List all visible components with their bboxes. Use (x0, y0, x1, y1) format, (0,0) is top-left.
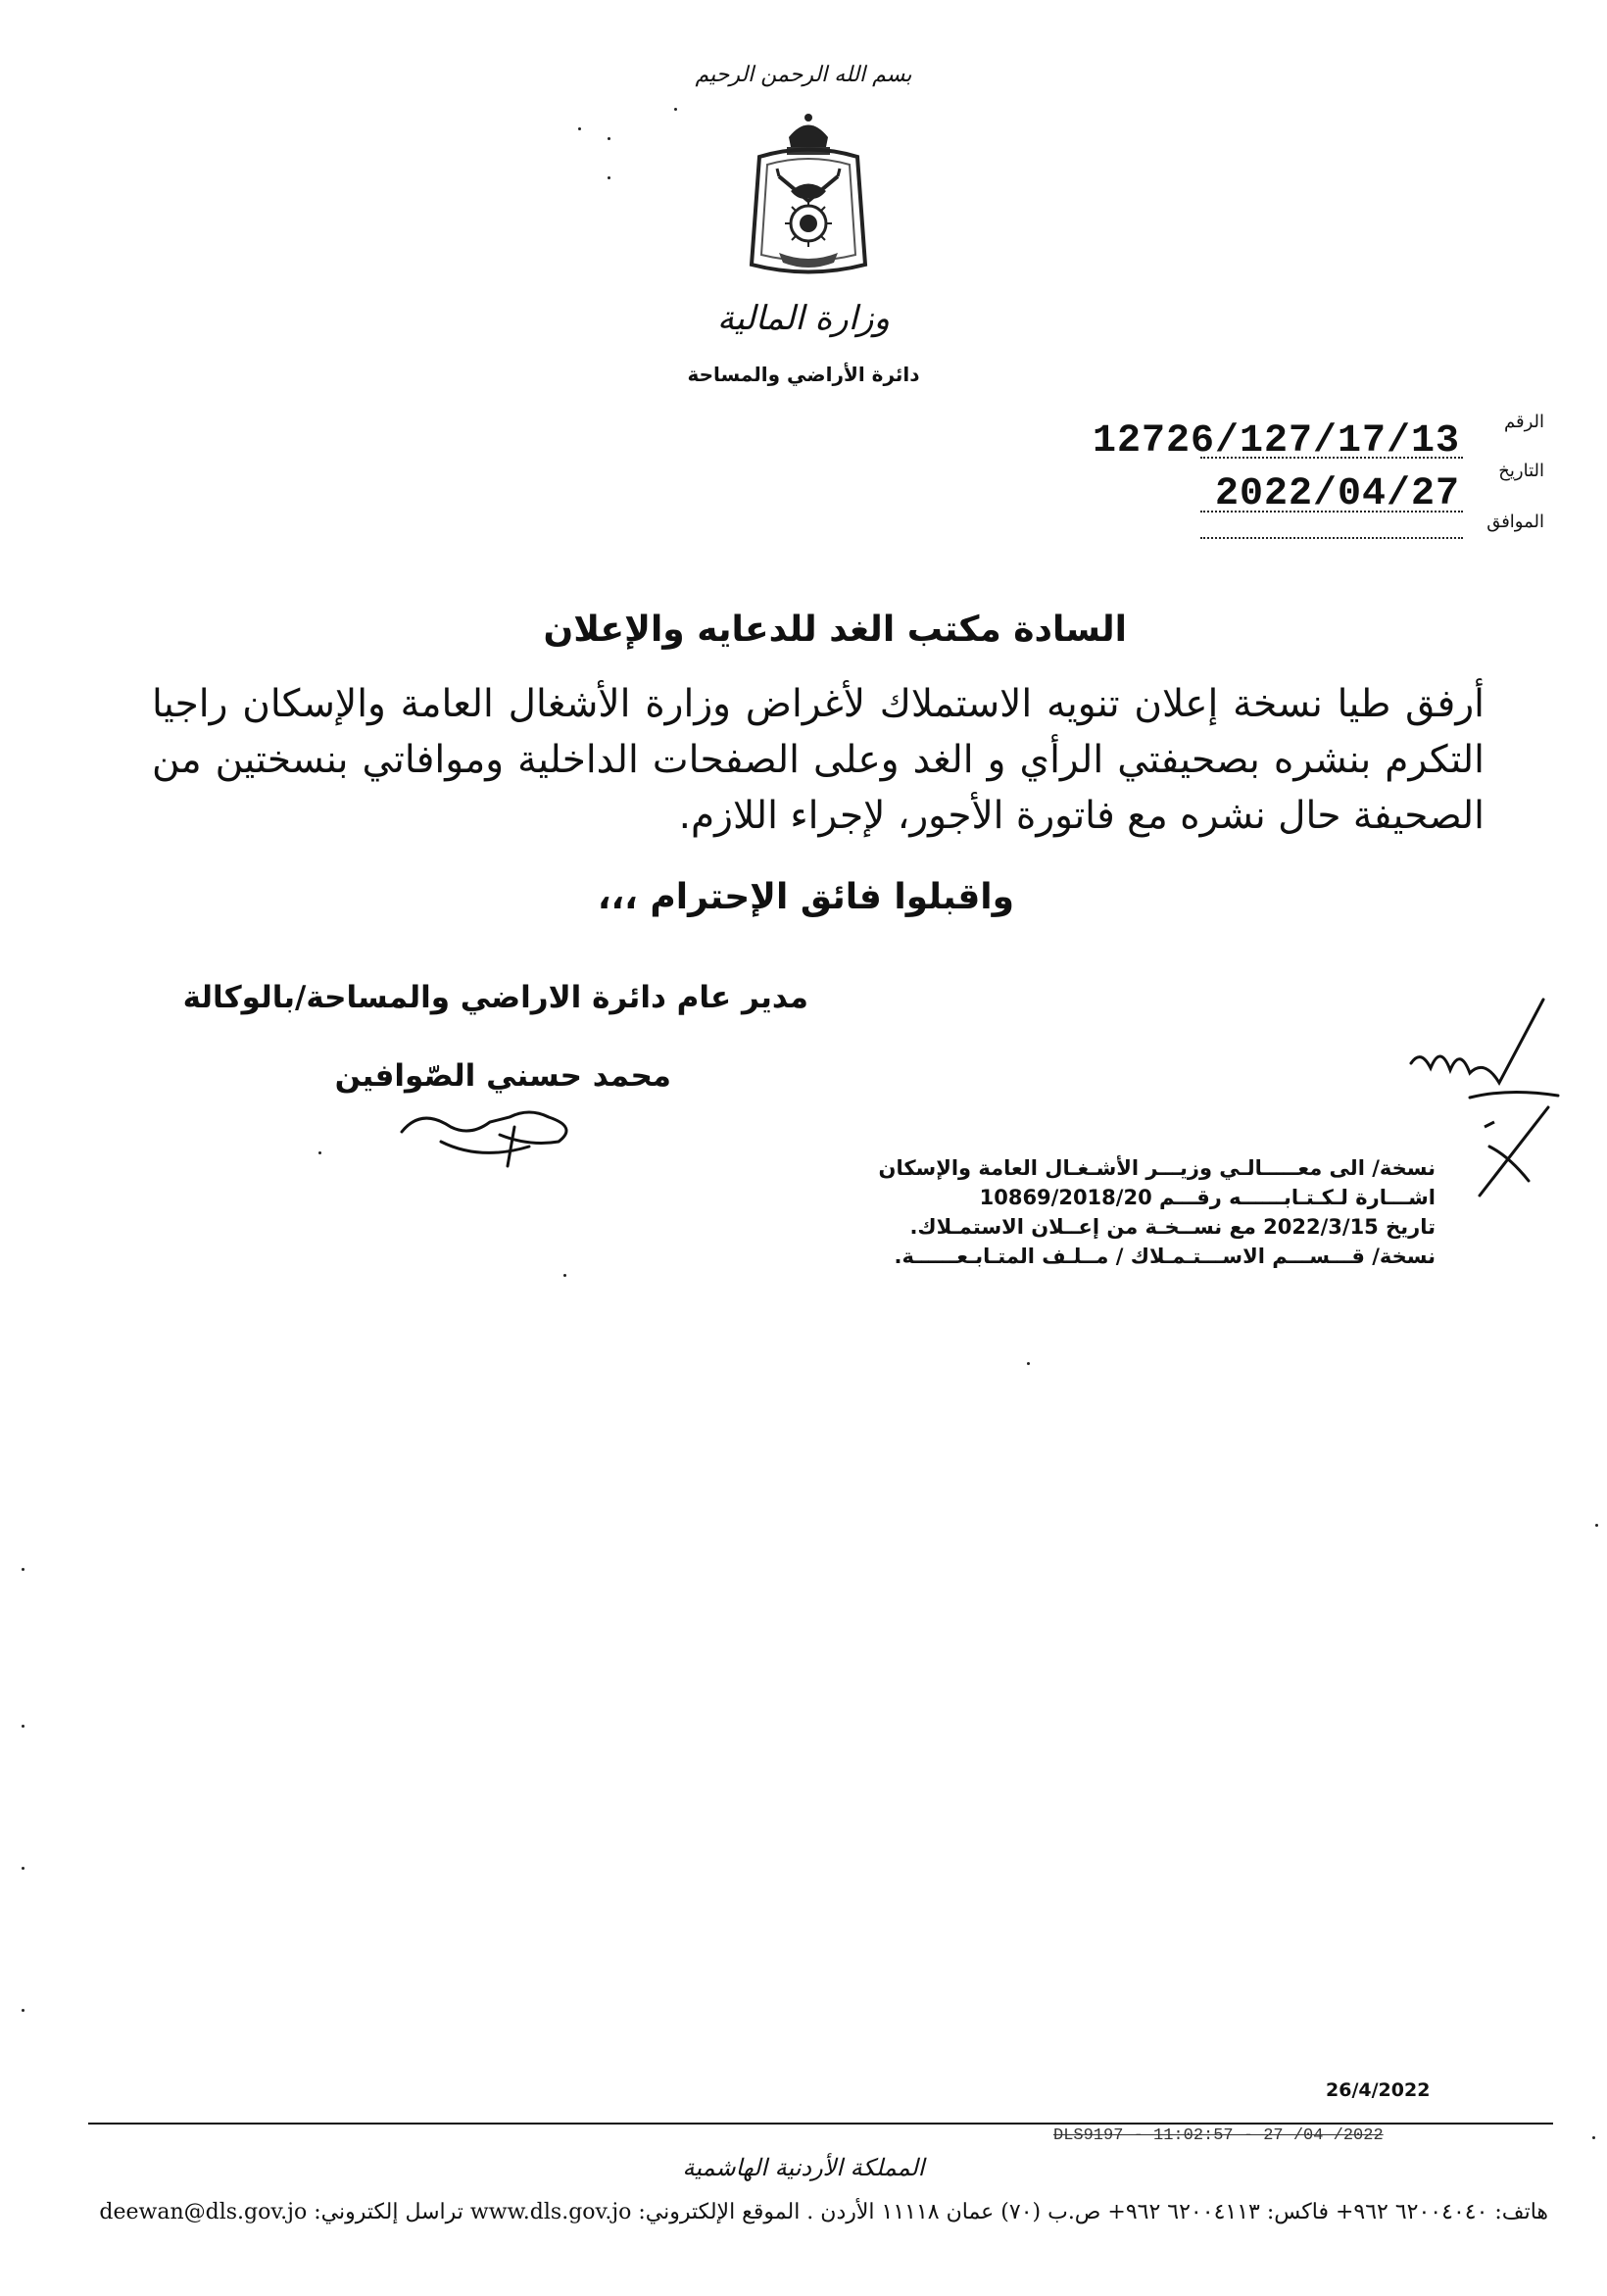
copy-line-2: اشـــارة لـكـتـابــــــه رقـــم 10869/2018/20 (979, 1186, 1436, 1209)
reference-number-line (1200, 457, 1463, 459)
reference-number-value: 12726/127/17/13 (1092, 419, 1460, 464)
system-stamp: DLS9197 - 11:02:57 - 27 /04 /2022 (1053, 2126, 1384, 2145)
jordan-coat-of-arms-icon (740, 108, 877, 284)
scan-speck (22, 1568, 24, 1571)
basmala: بسم الله الرحمن الرحيم (695, 63, 912, 87)
scan-speck (578, 127, 581, 130)
reference-date-label: التاريخ (1498, 461, 1544, 481)
signatory-name: محمد حسني الصّوافين (334, 1058, 671, 1094)
reference-number-label: الرقم (1503, 412, 1544, 432)
scan-speck (22, 2009, 24, 2012)
scan-speck (674, 108, 677, 111)
copy-line-4: نسخة/ قـــســـم الاســـتـمـلاك / مــلـف المتـابـعــــــة. (894, 1245, 1436, 1268)
department-name: دائرة الأراضي والمساحة (687, 363, 920, 386)
scan-speck (318, 1151, 321, 1154)
scan-speck (1027, 1362, 1030, 1365)
kingdom-name: المملكة الأردنية الهاشمية (682, 2154, 925, 2181)
signatory-title: مدير عام دائرة الاراضي والمساحة/بالوكالة (182, 980, 808, 1015)
letter-body: أرفق طيا نسخة إعلان تنويه الاستملاك لأغراض وزارة الأشغال العامة والإسكان راجيا التكرم بنشره بصحيفتي الرأي و الغد وعلى الصفحات الداخلية وموافاتي بنسختين من الصحيفة حال نشره مع فاتورة الأجور، لإجراء اللازم. (152, 682, 1485, 838)
ministry-name: وزارة المالية (717, 299, 890, 338)
letter-recipient: السادة مكتب الغد للدعايه والإعلان (543, 610, 1127, 650)
scan-speck (1595, 1524, 1598, 1527)
footer-divider (88, 2123, 1553, 2125)
scan-speck (22, 1725, 24, 1728)
scan-speck (563, 1274, 566, 1277)
copy-line-1: نسخة/ الى معـــــالـي وزيـــر الأشـغـال العامة والإسكان (878, 1156, 1436, 1180)
reference-hijri-label: الموافق (1486, 512, 1544, 532)
scan-speck (608, 176, 610, 179)
contact-info: هاتف: ٦٢٠٠٤٠٤٠ ٩٦٢+ فاكس: ٦٢٠٠٤١١٣ ٩٦٢+ ص.ب (٧٠) عمان ١١١١٨ الأردن . الموقع الإلكتروني: www.dls.gov.jo تراسل إلكتروني: deewan@dls.gov.jo (99, 2200, 1548, 2224)
scan-speck (1592, 2136, 1595, 2139)
scan-speck (22, 1867, 24, 1870)
scan-speck (608, 137, 610, 140)
reference-hijri-line (1200, 537, 1463, 539)
print-date: 26/4/2022 (1326, 2079, 1431, 2101)
margin-checkmark (1470, 1088, 1568, 1205)
letter-closing: واقبلوا فائق الإحترام ،،، (597, 877, 1014, 917)
reference-date-value: 2022/04/27 (1214, 472, 1460, 516)
copy-line-3: تاريخ 2022/3/15 مع نســخـة من إعــلان الاستمـلاك. (909, 1215, 1436, 1239)
